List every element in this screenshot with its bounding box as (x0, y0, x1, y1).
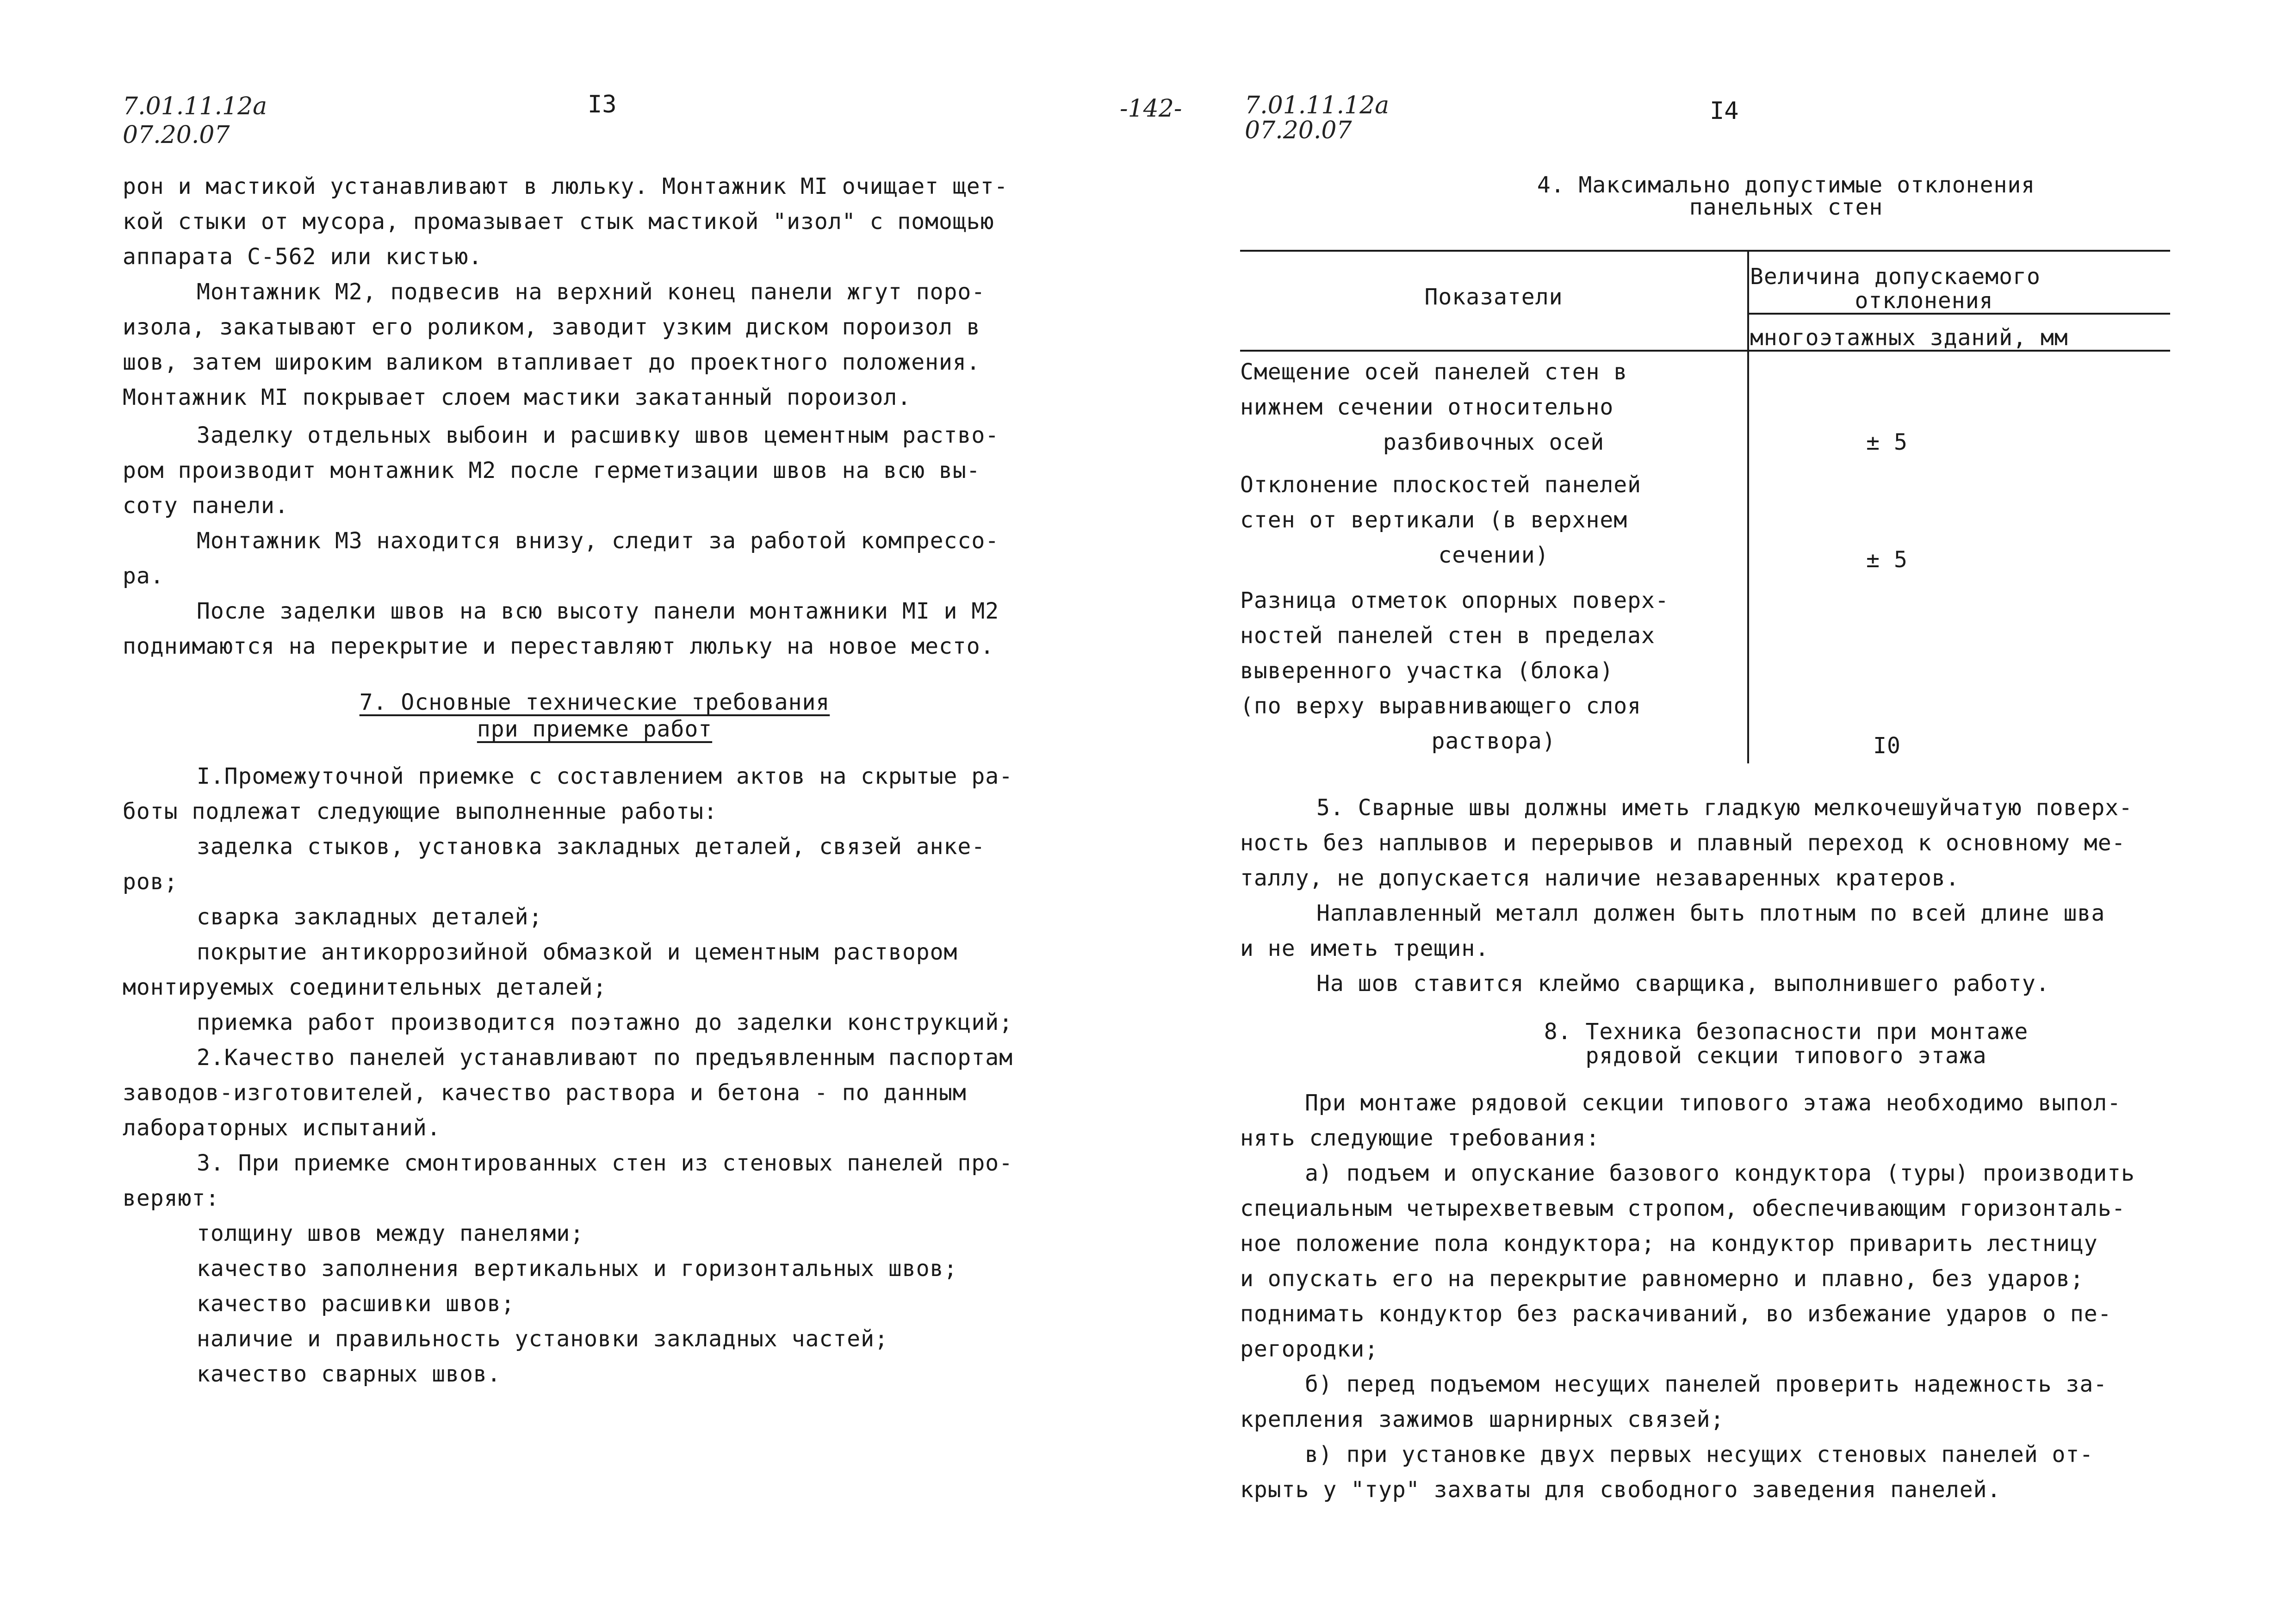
text-line: Монтажник М3 находится внизу, следит за работой компрессо- (197, 528, 999, 554)
text-line: ность без наплывов и перерывов и плавный переход к основному ме- (1240, 830, 2126, 856)
text-line: поднимаются на перекрытие и переставляют люльку на новое место. (123, 633, 994, 659)
text-line: сварка закладных деталей; (197, 904, 543, 930)
text-line: качество заполнения вертикальных и горизонтальных швов; (197, 1256, 958, 1282)
text-line: кой стыки от мусора, промазывает стык мастикой "изол" с помощью (123, 209, 994, 235)
table-subtitle: панельных стен (1689, 194, 1883, 220)
text-line: таллу, не допускается наличие незаваренных кратеров. (1240, 865, 1960, 891)
text-line: Наплавленный металл должен быть плотным по всей длине шва (1316, 900, 2105, 926)
left-page-number: I3 (588, 91, 617, 118)
text-line: аппарата С-562 или кистью. (123, 244, 483, 270)
section-7-title: 7. Основные технические требования (359, 689, 830, 715)
text-line: Заделку отдельных выбоин и расшивку швов цементным раство- (197, 422, 999, 448)
text-line: качество расшивки швов; (197, 1291, 515, 1317)
text-line: специальным четырехветвевым стропом, обеспечивающим горизонталь- (1240, 1196, 2126, 1221)
table-cell: разбивочных осей (1383, 429, 1605, 455)
text-line: монтируемых соединительных деталей; (123, 974, 607, 1000)
text-line: изола, закатывают его роликом, заводит узким диском пороизол в (123, 314, 980, 340)
table-cell: ностей панелей стен в пределах (1240, 623, 1655, 649)
right-document-code: 7.01.11.12а (1245, 92, 1390, 119)
table-header-unit: многоэтажных зданий, мм (1750, 325, 2068, 351)
text-line: толщину швов между панелями; (197, 1220, 584, 1246)
text-line: При монтаже рядовой секции типового этажа необходимо выпол- (1305, 1090, 2122, 1116)
table-top-rule (1240, 250, 2170, 252)
text-line: и опускать его на перекрытие равномерно и плавно, без ударов; (1240, 1266, 2084, 1292)
text-line: шов, затем широким валиком втапливает до проектного положения. (123, 349, 980, 375)
section-8-title: 8. Техника безопасности при монтаже (1544, 1019, 2029, 1045)
text-line: Монтажник М2, подвесив на верхний конец панели жгут поро- (197, 279, 986, 305)
center-page-number: -142- (1120, 95, 1182, 123)
text-line: 2.Качество панелей устанавливают по предъявленным паспортам (197, 1045, 1013, 1071)
text-line: в) при установке двух первых несущих стеновых панелей от- (1305, 1442, 2094, 1468)
text-line: ров; (123, 869, 178, 895)
table-cell: раствора) (1431, 728, 1556, 754)
text-line: ра. (123, 563, 164, 589)
text-line: приемка работ производится поэтажно до заделки конструкций; (197, 1010, 1013, 1035)
left-document-code: 7.01.11.12а (123, 93, 267, 120)
table-column-divider (1747, 250, 1749, 763)
text-line: 3. При приемке смонтированных стен из стеновых панелей про- (197, 1150, 1013, 1176)
text-line: I.Промежуточной приемке с составлением актов на скрытые ра- (197, 763, 1013, 789)
left-document-date: 07.20.07 (123, 121, 230, 149)
table-cell: сечении) (1438, 542, 1549, 568)
text-line: наличие и правильность установки закладных частей; (197, 1326, 888, 1352)
text-line: На шов ставится клеймо сварщика, выполнившего работу. (1316, 971, 2050, 997)
text-line: лабораторных испытаний. (123, 1115, 441, 1141)
text-line: Монтажник МI покрывает слоем мастики закатанный пороизол. (123, 384, 912, 410)
section-7-subtitle: при приемке работ (477, 716, 713, 742)
table-cell: Отклонение плоскостей панелей (1240, 472, 1642, 498)
section-8-subtitle: рядовой секции типового этажа (1585, 1043, 1987, 1069)
table-cell: Смещение осей панелей стен в (1240, 359, 1628, 385)
table-header-value: Величина допускаемого (1750, 264, 2041, 290)
table-cell-value: ± 5 (1866, 547, 1908, 573)
text-line: ное положение пола кондуктора; на кондуктор приварить лестницу (1240, 1231, 2098, 1257)
table-cell-value: ± 5 (1866, 429, 1908, 455)
text-line: боты подлежат следующие выполненные работы: (123, 799, 718, 824)
table-header-indicators: Показатели (1424, 284, 1563, 310)
text-line: После заделки швов на всю высоту панели монтажники МI и М2 (197, 598, 999, 624)
table-title: 4. Максимально допустимые отклонения (1537, 172, 2035, 198)
text-line: соту панели. (123, 493, 289, 519)
right-document-date: 07.20.07 (1245, 117, 1352, 144)
text-line: а) подъем и опускание базового кондуктора (туры) производить (1305, 1160, 2135, 1186)
text-line: качество сварных швов. (197, 1361, 501, 1387)
text-line: поднимать кондуктор без раскачиваний, во избежание ударов о пе- (1240, 1301, 2112, 1327)
text-line: нять следующие требования: (1240, 1125, 1600, 1151)
text-line: веряют: (123, 1185, 220, 1211)
text-line: заводов-изготовителей, качество раствора и бетона - по данным (123, 1080, 967, 1106)
text-line: и не иметь трещин. (1240, 935, 1489, 961)
table-cell: (по верху выравнивающего слоя (1240, 693, 1642, 719)
text-line: б) перед подъемом несущих панелей проверить надежность за- (1305, 1371, 2108, 1397)
text-line: регородки; (1240, 1336, 1378, 1362)
text-line: покрытие антикоррозийной обмазкой и цементным раствором (197, 939, 958, 965)
text-line: ром производит монтажник М2 после герметизации швов на всю вы- (123, 458, 980, 483)
table-header-value: отклонения (1855, 288, 1993, 314)
text-line: крыть у "тур" захваты для свободного заведения панелей. (1240, 1477, 2001, 1503)
table-cell: нижнем сечении относительно (1240, 394, 1614, 420)
text-line: заделка стыков, установка закладных деталей, связей анке- (197, 834, 986, 860)
table-cell: стен от вертикали (в верхнем (1240, 507, 1628, 533)
table-cell: Разница отметок опорных поверх- (1240, 588, 1669, 613)
table-cell-value: I0 (1873, 733, 1901, 759)
right-page-number: I4 (1710, 97, 1739, 125)
table-cell: выверенного участка (блока) (1240, 658, 1614, 684)
text-line: рон и мастикой устанавливают в люльку. Монтажник МI очищает щет- (123, 173, 1008, 199)
text-line: 5. Сварные швы должны иметь гладкую мелкочешуйчатую поверх- (1316, 795, 2133, 821)
text-line: крепления зажимов шарнирных связей; (1240, 1406, 1725, 1432)
